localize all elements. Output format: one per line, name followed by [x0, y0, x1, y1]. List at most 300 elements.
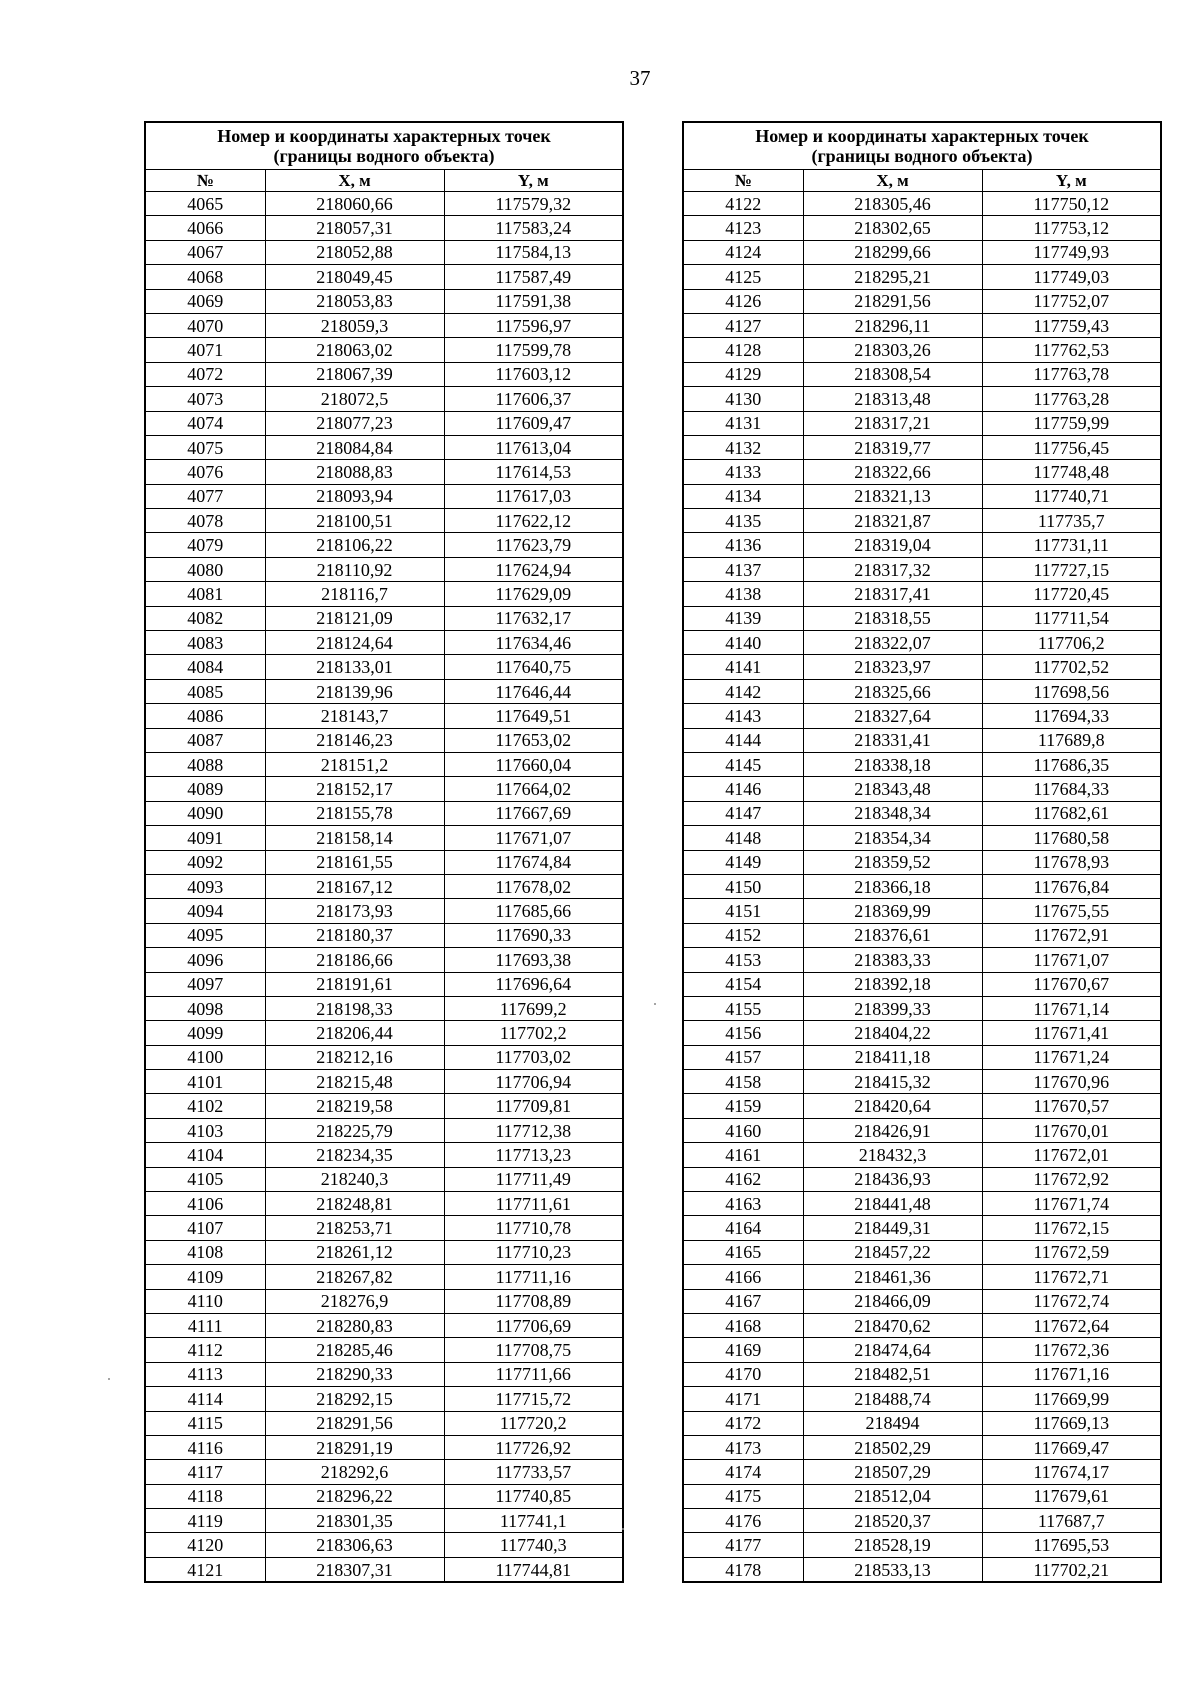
cell-y-coordinate: 117733,57	[444, 1460, 623, 1484]
coordinates-table-left	[144, 121, 624, 1583]
cell-point-number: 4080	[145, 557, 265, 581]
table-row	[683, 1070, 1161, 1094]
cell-y-coordinate: 117672,71	[982, 1265, 1161, 1289]
cell-point-number: 4072	[145, 362, 265, 386]
table-row	[683, 996, 1161, 1020]
table-row	[145, 655, 623, 679]
cell-y-coordinate: 117698,56	[982, 679, 1161, 703]
cell-y-coordinate: 117603,12	[444, 362, 623, 386]
cell-x-coordinate: 218198,33	[265, 996, 444, 1020]
cell-y-coordinate: 117711,66	[444, 1362, 623, 1386]
cell-point-number: 4109	[145, 1265, 265, 1289]
cell-y-coordinate: 117702,2	[444, 1021, 623, 1045]
table-row	[145, 1240, 623, 1264]
cell-x-coordinate: 218295,21	[803, 265, 982, 289]
cell-x-coordinate: 218482,51	[803, 1362, 982, 1386]
table-row	[145, 509, 623, 533]
cell-point-number: 4075	[145, 435, 265, 459]
cell-y-coordinate: 117671,74	[982, 1192, 1161, 1216]
cell-y-coordinate: 117686,35	[982, 752, 1161, 776]
cell-point-number: 4116	[145, 1435, 265, 1459]
cell-point-number: 4073	[145, 387, 265, 411]
cell-y-coordinate: 117759,43	[982, 313, 1161, 337]
cell-point-number: 4077	[145, 484, 265, 508]
cell-y-coordinate: 117740,3	[444, 1533, 623, 1557]
cell-y-coordinate: 117671,16	[982, 1362, 1161, 1386]
cell-point-number: 4139	[683, 606, 803, 630]
cell-point-number: 4115	[145, 1411, 265, 1435]
column-header-number: №	[683, 170, 803, 192]
cell-y-coordinate: 117674,84	[444, 850, 623, 874]
table-row	[145, 484, 623, 508]
cell-point-number: 4128	[683, 338, 803, 362]
table-row	[145, 1192, 623, 1216]
cell-y-coordinate: 117670,01	[982, 1118, 1161, 1142]
table-row	[145, 1265, 623, 1289]
cell-x-coordinate: 218313,48	[803, 387, 982, 411]
cell-x-coordinate: 218292,6	[265, 1460, 444, 1484]
cell-y-coordinate: 117748,48	[982, 460, 1161, 484]
table-row	[145, 411, 623, 435]
table-row	[683, 533, 1161, 557]
cell-y-coordinate: 117670,67	[982, 972, 1161, 996]
cell-x-coordinate: 218240,3	[265, 1167, 444, 1191]
cell-y-coordinate: 117623,79	[444, 533, 623, 557]
cell-point-number: 4113	[145, 1362, 265, 1386]
cell-x-coordinate: 218292,15	[265, 1387, 444, 1411]
cell-y-coordinate: 117693,38	[444, 948, 623, 972]
cell-point-number: 4168	[683, 1313, 803, 1337]
cell-y-coordinate: 117672,15	[982, 1216, 1161, 1240]
cell-x-coordinate: 218146,23	[265, 728, 444, 752]
cell-x-coordinate: 218327,64	[803, 704, 982, 728]
cell-y-coordinate: 117671,41	[982, 1021, 1161, 1045]
cell-y-coordinate: 117756,45	[982, 435, 1161, 459]
table-row	[145, 631, 623, 655]
table-row	[683, 1509, 1161, 1533]
cell-point-number: 4123	[683, 216, 803, 240]
cell-y-coordinate: 117646,44	[444, 679, 623, 703]
cell-x-coordinate: 218306,63	[265, 1533, 444, 1557]
cell-y-coordinate: 117622,12	[444, 509, 623, 533]
cell-y-coordinate: 117583,24	[444, 216, 623, 240]
cell-x-coordinate: 218449,31	[803, 1216, 982, 1240]
table-row	[145, 1411, 623, 1435]
table-title-line1: Номер и координаты характерных точек	[755, 126, 1089, 146]
cell-y-coordinate: 117653,02	[444, 728, 623, 752]
cell-x-coordinate: 218441,48	[803, 1192, 982, 1216]
cell-point-number: 4111	[145, 1313, 265, 1337]
cell-x-coordinate: 218348,34	[803, 801, 982, 825]
cell-x-coordinate: 218303,26	[803, 338, 982, 362]
cell-y-coordinate: 117696,64	[444, 972, 623, 996]
cell-x-coordinate: 218049,45	[265, 265, 444, 289]
table-row	[683, 923, 1161, 947]
table-row	[683, 1313, 1161, 1337]
cell-point-number: 4099	[145, 1021, 265, 1045]
cell-x-coordinate: 218461,36	[803, 1265, 982, 1289]
cell-x-coordinate: 218318,55	[803, 606, 982, 630]
cell-point-number: 4171	[683, 1387, 803, 1411]
table-row	[683, 1338, 1161, 1362]
cell-x-coordinate: 218139,96	[265, 679, 444, 703]
cell-x-coordinate: 218323,97	[803, 655, 982, 679]
table-row	[145, 338, 623, 362]
cell-point-number: 4162	[683, 1167, 803, 1191]
table-row	[683, 411, 1161, 435]
cell-y-coordinate: 117715,72	[444, 1387, 623, 1411]
scan-speck	[654, 1003, 656, 1005]
cell-point-number: 4095	[145, 923, 265, 947]
cell-point-number: 4165	[683, 1240, 803, 1264]
table-row	[145, 1143, 623, 1167]
cell-x-coordinate: 218248,81	[265, 1192, 444, 1216]
cell-y-coordinate: 117613,04	[444, 435, 623, 459]
cell-x-coordinate: 218420,64	[803, 1094, 982, 1118]
cell-x-coordinate: 218152,17	[265, 777, 444, 801]
cell-y-coordinate: 117720,2	[444, 1411, 623, 1435]
table-row	[683, 509, 1161, 533]
cell-y-coordinate: 117672,74	[982, 1289, 1161, 1313]
cell-x-coordinate: 218296,11	[803, 313, 982, 337]
cell-y-coordinate: 117674,17	[982, 1460, 1161, 1484]
table-row	[145, 582, 623, 606]
table-row	[145, 826, 623, 850]
cell-x-coordinate: 218359,52	[803, 850, 982, 874]
cell-y-coordinate: 117711,49	[444, 1167, 623, 1191]
table-row	[683, 801, 1161, 825]
cell-point-number: 4138	[683, 582, 803, 606]
column-header-x: X, м	[803, 170, 982, 192]
cell-x-coordinate: 218106,22	[265, 533, 444, 557]
table-row	[683, 752, 1161, 776]
cell-y-coordinate: 117676,84	[982, 874, 1161, 898]
cell-point-number: 4122	[683, 192, 803, 216]
cell-y-coordinate: 117679,61	[982, 1484, 1161, 1508]
scan-speck	[622, 1528, 624, 1530]
cell-point-number: 4147	[683, 801, 803, 825]
table-row	[145, 387, 623, 411]
cell-point-number: 4076	[145, 460, 265, 484]
cell-x-coordinate: 218308,54	[803, 362, 982, 386]
cell-y-coordinate: 117671,07	[444, 826, 623, 850]
cell-x-coordinate: 218053,83	[265, 289, 444, 313]
table-row	[145, 874, 623, 898]
cell-point-number: 4096	[145, 948, 265, 972]
cell-point-number: 4105	[145, 1167, 265, 1191]
cell-y-coordinate: 117606,37	[444, 387, 623, 411]
cell-x-coordinate: 218084,84	[265, 435, 444, 459]
table-row	[145, 679, 623, 703]
cell-y-coordinate: 117675,55	[982, 899, 1161, 923]
cell-x-coordinate: 218528,19	[803, 1533, 982, 1557]
cell-x-coordinate: 218215,48	[265, 1070, 444, 1094]
cell-x-coordinate: 218052,88	[265, 240, 444, 264]
cell-point-number: 4108	[145, 1240, 265, 1264]
table-row	[683, 728, 1161, 752]
cell-y-coordinate: 117710,23	[444, 1240, 623, 1264]
cell-y-coordinate: 117699,2	[444, 996, 623, 1020]
cell-y-coordinate: 117694,33	[982, 704, 1161, 728]
cell-y-coordinate: 117711,54	[982, 606, 1161, 630]
cell-y-coordinate: 117726,92	[444, 1435, 623, 1459]
table-row	[145, 1533, 623, 1557]
cell-point-number: 4158	[683, 1070, 803, 1094]
table-row	[145, 1509, 623, 1533]
table-row	[145, 1094, 623, 1118]
table-row	[683, 1387, 1161, 1411]
cell-point-number: 4091	[145, 826, 265, 850]
cell-x-coordinate: 218354,34	[803, 826, 982, 850]
cell-x-coordinate: 218317,41	[803, 582, 982, 606]
cell-x-coordinate: 218116,7	[265, 582, 444, 606]
cell-x-coordinate: 218093,94	[265, 484, 444, 508]
cell-y-coordinate: 117660,04	[444, 752, 623, 776]
cell-y-coordinate: 117687,7	[982, 1509, 1161, 1533]
table-row	[145, 557, 623, 581]
cell-y-coordinate: 117709,81	[444, 1094, 623, 1118]
table-row	[145, 1387, 623, 1411]
cell-point-number: 4067	[145, 240, 265, 264]
cell-point-number: 4071	[145, 338, 265, 362]
cell-point-number: 4149	[683, 850, 803, 874]
cell-y-coordinate: 117706,94	[444, 1070, 623, 1094]
table-row	[145, 1021, 623, 1045]
cell-x-coordinate: 218376,61	[803, 923, 982, 947]
cell-x-coordinate: 218325,66	[803, 679, 982, 703]
cell-point-number: 4177	[683, 1533, 803, 1557]
cell-x-coordinate: 218432,3	[803, 1143, 982, 1167]
coordinates-table-right	[682, 121, 1162, 1583]
cell-point-number: 4114	[145, 1387, 265, 1411]
table-body	[145, 192, 623, 1583]
cell-point-number: 4068	[145, 265, 265, 289]
table-row	[683, 1143, 1161, 1167]
cell-point-number: 4082	[145, 606, 265, 630]
table-row	[145, 1167, 623, 1191]
table-row	[683, 1216, 1161, 1240]
cell-x-coordinate: 218369,99	[803, 899, 982, 923]
table-row	[145, 192, 623, 216]
table-row	[145, 1362, 623, 1386]
cell-y-coordinate: 117762,53	[982, 338, 1161, 362]
table-row	[145, 1118, 623, 1142]
cell-point-number: 4084	[145, 655, 265, 679]
cell-x-coordinate: 218180,37	[265, 923, 444, 947]
cell-x-coordinate: 218225,79	[265, 1118, 444, 1142]
cell-y-coordinate: 117695,53	[982, 1533, 1161, 1557]
cell-y-coordinate: 117678,02	[444, 874, 623, 898]
cell-x-coordinate: 218488,74	[803, 1387, 982, 1411]
table-row	[145, 216, 623, 240]
cell-y-coordinate: 117609,47	[444, 411, 623, 435]
scan-speck	[108, 1378, 110, 1380]
cell-point-number: 4175	[683, 1484, 803, 1508]
cell-x-coordinate: 218121,09	[265, 606, 444, 630]
table-row	[683, 484, 1161, 508]
cell-y-coordinate: 117710,78	[444, 1216, 623, 1240]
cell-y-coordinate: 117591,38	[444, 289, 623, 313]
cell-x-coordinate: 218301,35	[265, 1509, 444, 1533]
table-row	[683, 777, 1161, 801]
cell-point-number: 4129	[683, 362, 803, 386]
cell-point-number: 4102	[145, 1094, 265, 1118]
table-row	[683, 1533, 1161, 1557]
cell-point-number: 4152	[683, 923, 803, 947]
cell-point-number: 4174	[683, 1460, 803, 1484]
cell-x-coordinate: 218399,33	[803, 996, 982, 1020]
cell-y-coordinate: 117596,97	[444, 313, 623, 337]
table-row	[145, 777, 623, 801]
cell-x-coordinate: 218317,21	[803, 411, 982, 435]
cell-x-coordinate: 218059,3	[265, 313, 444, 337]
table-title-line2: (границы водного объекта)	[811, 146, 1033, 166]
cell-x-coordinate: 218155,78	[265, 801, 444, 825]
table-row	[145, 752, 623, 776]
cell-point-number: 4172	[683, 1411, 803, 1435]
cell-y-coordinate: 117713,23	[444, 1143, 623, 1167]
cell-x-coordinate: 218276,9	[265, 1289, 444, 1313]
cell-x-coordinate: 218206,44	[265, 1021, 444, 1045]
cell-point-number: 4132	[683, 435, 803, 459]
cell-x-coordinate: 218436,93	[803, 1167, 982, 1191]
table-row	[683, 387, 1161, 411]
cell-point-number: 4161	[683, 1143, 803, 1167]
cell-y-coordinate: 117749,03	[982, 265, 1161, 289]
cell-point-number: 4117	[145, 1460, 265, 1484]
cell-y-coordinate: 117672,01	[982, 1143, 1161, 1167]
table-row	[683, 1167, 1161, 1191]
cell-y-coordinate: 117672,59	[982, 1240, 1161, 1264]
table-row	[683, 1362, 1161, 1386]
cell-point-number: 4085	[145, 679, 265, 703]
cell-point-number: 4087	[145, 728, 265, 752]
table-row	[683, 1094, 1161, 1118]
cell-y-coordinate: 117727,15	[982, 557, 1161, 581]
table-row	[145, 1289, 623, 1313]
table-row	[683, 362, 1161, 386]
cell-x-coordinate: 218158,14	[265, 826, 444, 850]
cell-x-coordinate: 218280,83	[265, 1313, 444, 1337]
cell-x-coordinate: 218466,09	[803, 1289, 982, 1313]
cell-x-coordinate: 218502,29	[803, 1435, 982, 1459]
cell-point-number: 4065	[145, 192, 265, 216]
table-row	[145, 923, 623, 947]
cell-y-coordinate: 117672,36	[982, 1338, 1161, 1362]
table-row	[145, 240, 623, 264]
cell-x-coordinate: 218296,22	[265, 1484, 444, 1508]
table-row	[145, 1070, 623, 1094]
cell-point-number: 4130	[683, 387, 803, 411]
cell-y-coordinate: 117680,58	[982, 826, 1161, 850]
cell-x-coordinate: 218533,13	[803, 1557, 982, 1582]
cell-y-coordinate: 117706,2	[982, 631, 1161, 655]
table-row	[145, 460, 623, 484]
cell-x-coordinate: 218186,66	[265, 948, 444, 972]
cell-x-coordinate: 218072,5	[265, 387, 444, 411]
cell-point-number: 4079	[145, 533, 265, 557]
cell-point-number: 4093	[145, 874, 265, 898]
cell-x-coordinate: 218507,29	[803, 1460, 982, 1484]
cell-x-coordinate: 218088,83	[265, 460, 444, 484]
cell-y-coordinate: 117629,09	[444, 582, 623, 606]
cell-y-coordinate: 117708,75	[444, 1338, 623, 1362]
table-row	[683, 899, 1161, 923]
cell-x-coordinate: 218161,55	[265, 850, 444, 874]
cell-x-coordinate: 218383,33	[803, 948, 982, 972]
table-row	[683, 240, 1161, 264]
table-row	[145, 899, 623, 923]
page-number: 37	[629, 66, 651, 90]
cell-y-coordinate: 117671,14	[982, 996, 1161, 1020]
cell-x-coordinate: 218167,12	[265, 874, 444, 898]
cell-point-number: 4120	[145, 1533, 265, 1557]
table-row	[145, 1435, 623, 1459]
cell-x-coordinate: 218173,93	[265, 899, 444, 923]
cell-point-number: 4119	[145, 1509, 265, 1533]
cell-y-coordinate: 117587,49	[444, 265, 623, 289]
cell-y-coordinate: 117763,78	[982, 362, 1161, 386]
table-title	[683, 122, 1161, 170]
cell-point-number: 4103	[145, 1118, 265, 1142]
table-row	[683, 874, 1161, 898]
cell-y-coordinate: 117763,28	[982, 387, 1161, 411]
cell-y-coordinate: 117634,46	[444, 631, 623, 655]
table-row	[683, 1192, 1161, 1216]
cell-x-coordinate: 218299,66	[803, 240, 982, 264]
cell-y-coordinate: 117752,07	[982, 289, 1161, 313]
cell-x-coordinate: 218219,58	[265, 1094, 444, 1118]
table-body	[683, 192, 1161, 1583]
table-row	[683, 1265, 1161, 1289]
cell-y-coordinate: 117750,12	[982, 192, 1161, 216]
table-row	[145, 313, 623, 337]
table-row	[683, 1240, 1161, 1264]
cell-x-coordinate: 218322,07	[803, 631, 982, 655]
cell-point-number: 4101	[145, 1070, 265, 1094]
cell-y-coordinate: 117678,93	[982, 850, 1161, 874]
table-row	[145, 1045, 623, 1069]
table-row	[145, 533, 623, 557]
cell-x-coordinate: 218191,61	[265, 972, 444, 996]
cell-y-coordinate: 117702,21	[982, 1557, 1161, 1582]
cell-point-number: 4092	[145, 850, 265, 874]
cell-y-coordinate: 117759,99	[982, 411, 1161, 435]
table-row	[145, 850, 623, 874]
cell-x-coordinate: 218143,7	[265, 704, 444, 728]
table-row	[683, 1460, 1161, 1484]
table-row	[683, 289, 1161, 313]
cell-point-number: 4164	[683, 1216, 803, 1240]
table-row	[683, 1021, 1161, 1045]
cell-y-coordinate: 117624,94	[444, 557, 623, 581]
table-row	[683, 582, 1161, 606]
cell-x-coordinate: 218470,62	[803, 1313, 982, 1337]
cell-y-coordinate: 117664,02	[444, 777, 623, 801]
table-row	[683, 1411, 1161, 1435]
cell-y-coordinate: 117672,64	[982, 1313, 1161, 1337]
cell-x-coordinate: 218494	[803, 1411, 982, 1435]
cell-point-number: 4170	[683, 1362, 803, 1386]
cell-x-coordinate: 218057,31	[265, 216, 444, 240]
table-row	[145, 1460, 623, 1484]
cell-y-coordinate: 117740,85	[444, 1484, 623, 1508]
table-row	[683, 679, 1161, 703]
cell-x-coordinate: 218520,37	[803, 1509, 982, 1533]
cell-point-number: 4135	[683, 509, 803, 533]
cell-point-number: 4163	[683, 1192, 803, 1216]
table-row	[145, 728, 623, 752]
